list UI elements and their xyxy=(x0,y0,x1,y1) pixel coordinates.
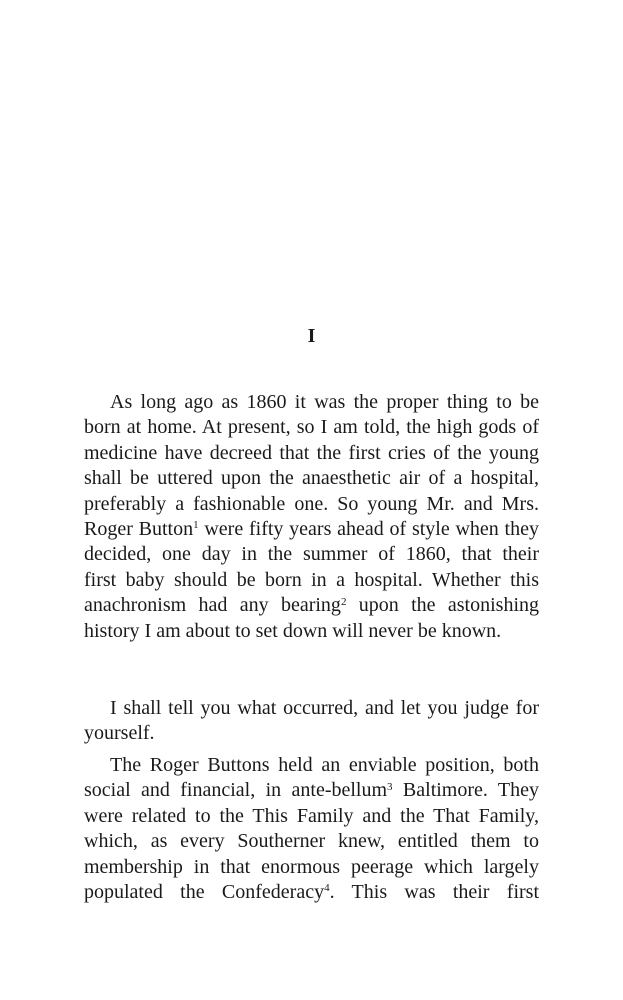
chapter-heading: I xyxy=(307,325,316,347)
text-line: which, as every Southerner knew, entitled them to xyxy=(84,830,539,853)
text-segment: were fifty years ahead of style when they xyxy=(204,518,539,541)
text-segment: upon the astonishing xyxy=(358,594,540,617)
paragraph-2 xyxy=(84,696,539,747)
book-page xyxy=(84,0,539,1000)
footnote-marker: 1 xyxy=(193,519,199,532)
text-line: medicine have decreed that the first cries of the young xyxy=(84,441,539,464)
text-line-with-footnote xyxy=(84,593,539,618)
text-line: decided, one day in the summer of 1860, that their xyxy=(84,543,539,566)
text-line-with-footnote xyxy=(84,517,539,542)
text-line: The Roger Buttons held an enviable position, both xyxy=(110,754,539,776)
footnote-marker: 3 xyxy=(387,780,393,793)
text-line: shall be uttered upon the anaesthetic air of a hospital, xyxy=(84,467,539,490)
text-segment: Roger Button xyxy=(84,518,194,541)
text-line: I shall tell you what occurred, and let you judge for xyxy=(110,697,539,719)
text-line: history I am about to set down will never be known. xyxy=(84,619,502,642)
paragraph-3 xyxy=(84,753,539,905)
text-line: membership in that enormous peerage which largely xyxy=(84,855,539,878)
text-line: born at home. At present, so I am told, the high gods of xyxy=(84,416,539,439)
footnote-marker: 2 xyxy=(340,595,347,608)
text-line: first baby should be born in a hospital. Whether this xyxy=(84,568,539,591)
text-segment: . This was their first xyxy=(329,881,539,904)
text-line-with-footnote xyxy=(84,880,539,905)
text-line: yourself. xyxy=(84,722,155,745)
footnote-marker: 4 xyxy=(324,882,330,895)
paragraph-1 xyxy=(84,390,539,644)
text-line: As long ago as 1860 it was the proper thing to be xyxy=(110,391,539,413)
text-segment: Baltimore. They xyxy=(402,779,540,802)
text-segment: populated the Confederacy xyxy=(84,881,325,904)
text-line-with-footnote xyxy=(84,778,539,803)
text-line: were related to the This Family and the That Family, xyxy=(84,804,539,827)
text-line: preferably a fashionable one. So young Mr. and Mrs. xyxy=(84,492,539,515)
text-segment: anachronism had any bearing xyxy=(84,594,341,617)
text-segment: social and financial, in ante-bellum xyxy=(84,779,388,802)
